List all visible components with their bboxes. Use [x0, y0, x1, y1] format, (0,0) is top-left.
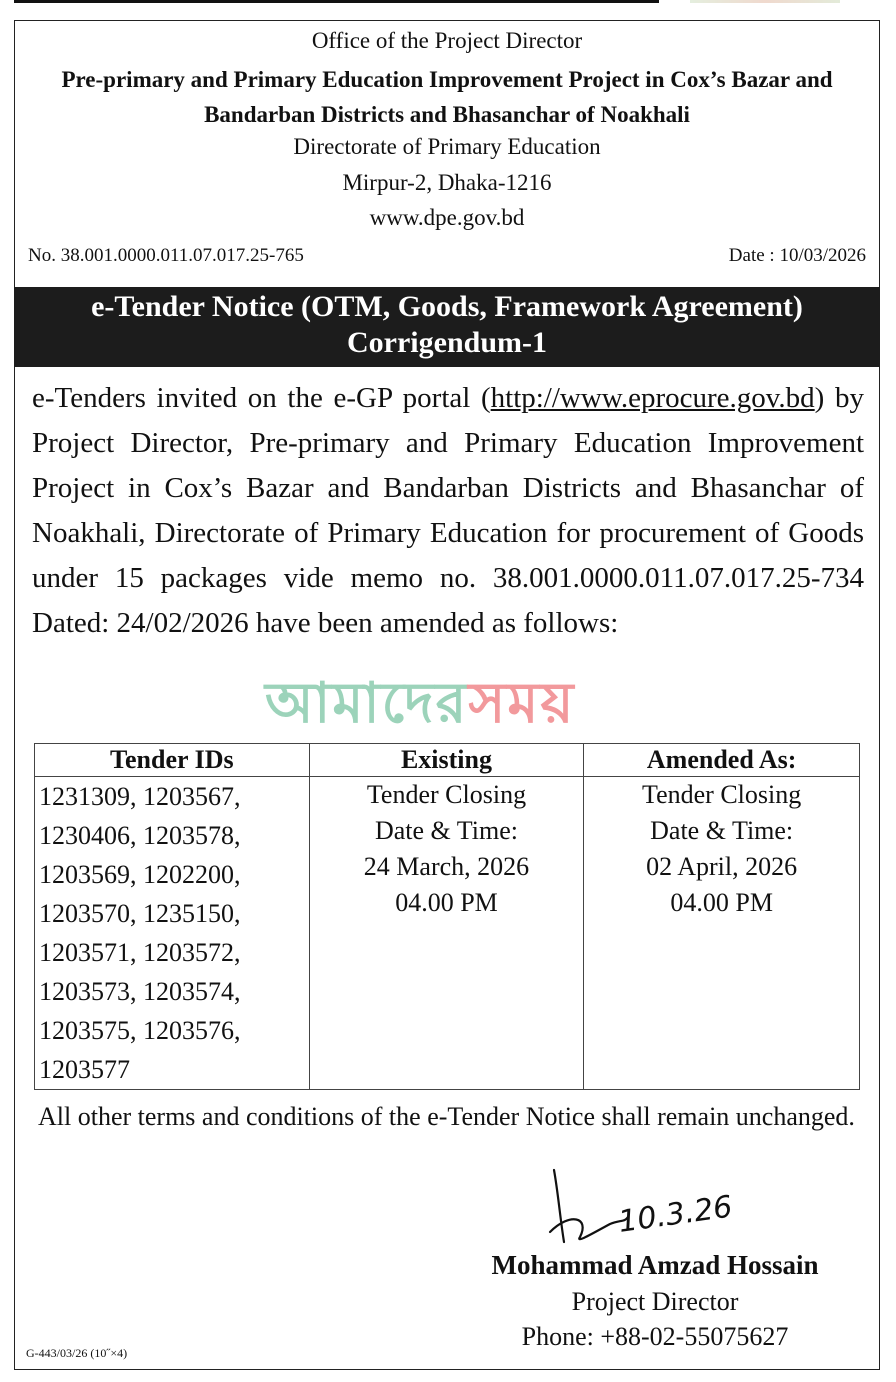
existing-time: 04.00 PM — [395, 888, 498, 917]
existing-line: Tender Closing — [366, 780, 527, 809]
amended-date: 02 April, 2026 — [646, 852, 798, 881]
banner-title: e-Tender Notice (OTM, Goods, Framework Agreement) — [91, 290, 803, 323]
amended-cell — [584, 777, 860, 1090]
notice-body — [32, 376, 864, 646]
watermark-part2: সময় — [468, 671, 576, 736]
existing-line: Date & Time: — [374, 816, 518, 845]
existing-cell — [309, 777, 584, 1090]
tender-id-line: 1231309, 1203567, — [39, 782, 241, 811]
project-name-line2: Bandarban Districts and Bhasanchar of Noakhali — [204, 102, 690, 127]
tender-id-line: 1203570, 1235150, — [39, 899, 241, 928]
body-rest: ) by Project Director, Pre-primary and Primary Education Improvement Project in Cox’s Bazar and Bandarban Districts and Bhasanchar of Noakhali, Directorate of Primary Education for procurement of Goods under 15 packages vide memo no. 38.001.0000.011.07.017.25-734 Dated: 24/02/2026 have been amended as follows: — [32, 382, 864, 639]
table-row — [35, 777, 860, 1090]
signatory-phone: Phone: +88-02-55075627 — [521, 1322, 789, 1351]
table-header-row — [35, 744, 860, 777]
ad-code: G-443/03/26 (10˝×4) — [26, 1346, 128, 1360]
signatory-title: Project Director — [571, 1287, 739, 1316]
footer-note: All other terms and conditions of the e-Tender Notice shall remain unchanged. — [38, 1102, 855, 1131]
amended-line: Date & Time: — [650, 816, 794, 845]
existing-date: 24 March, 2026 — [363, 852, 530, 881]
tender-id-line: 1203573, 1203574, — [39, 977, 241, 1006]
top-rule — [14, 0, 659, 3]
directorate-name: Directorate of Primary Education — [293, 134, 601, 159]
amended-time: 04.00 PM — [670, 888, 773, 917]
header-tender-ids: Tender IDs — [35, 744, 310, 777]
amended-line: Tender Closing — [642, 780, 802, 809]
handwritten-signature — [540, 1162, 780, 1252]
tender-ids-cell — [35, 777, 310, 1090]
tender-id-line: 1203577 — [39, 1055, 130, 1084]
office-website: www.dpe.gov.bd — [369, 205, 525, 230]
project-name — [14, 62, 880, 132]
banner-subtitle: Corrigendum-1 — [347, 326, 547, 359]
tender-id-line: 1203571, 1203572, — [39, 938, 241, 967]
signature-date: 10.3.26 — [616, 1189, 735, 1240]
notice-date: Date : 10/03/2026 — [728, 245, 866, 266]
header-existing: Existing — [309, 744, 584, 777]
office-title: Office of the Project Director — [311, 28, 583, 53]
amendment-table — [34, 743, 860, 1090]
tender-id-line: 1203575, 1203576, — [39, 1016, 241, 1045]
header-amended: Amended As: — [584, 744, 860, 777]
office-address: Mirpur-2, Dhaka-1216 — [342, 170, 552, 195]
top-color-strip — [690, 0, 840, 3]
watermark-part1: আমাদের — [265, 671, 469, 736]
tender-id-line: 1203569, 1202200, — [39, 860, 241, 889]
portal-link[interactable]: http://www.eprocure.gov.bd — [490, 382, 815, 414]
memo-number: No. 38.001.0000.011.07.017.25-765 — [28, 245, 304, 266]
tender-id-line: 1230406, 1203578, — [39, 821, 241, 850]
signatory-name: Mohammad Amzad Hossain — [491, 1250, 819, 1280]
project-name-line1: Pre-primary and Primary Education Improvement Project in Cox’s Bazar and — [61, 67, 833, 92]
body-intro: e-Tenders invited on the e-GP portal ( — [32, 382, 491, 414]
notice-banner — [14, 287, 880, 367]
newspaper-watermark — [265, 660, 575, 754]
